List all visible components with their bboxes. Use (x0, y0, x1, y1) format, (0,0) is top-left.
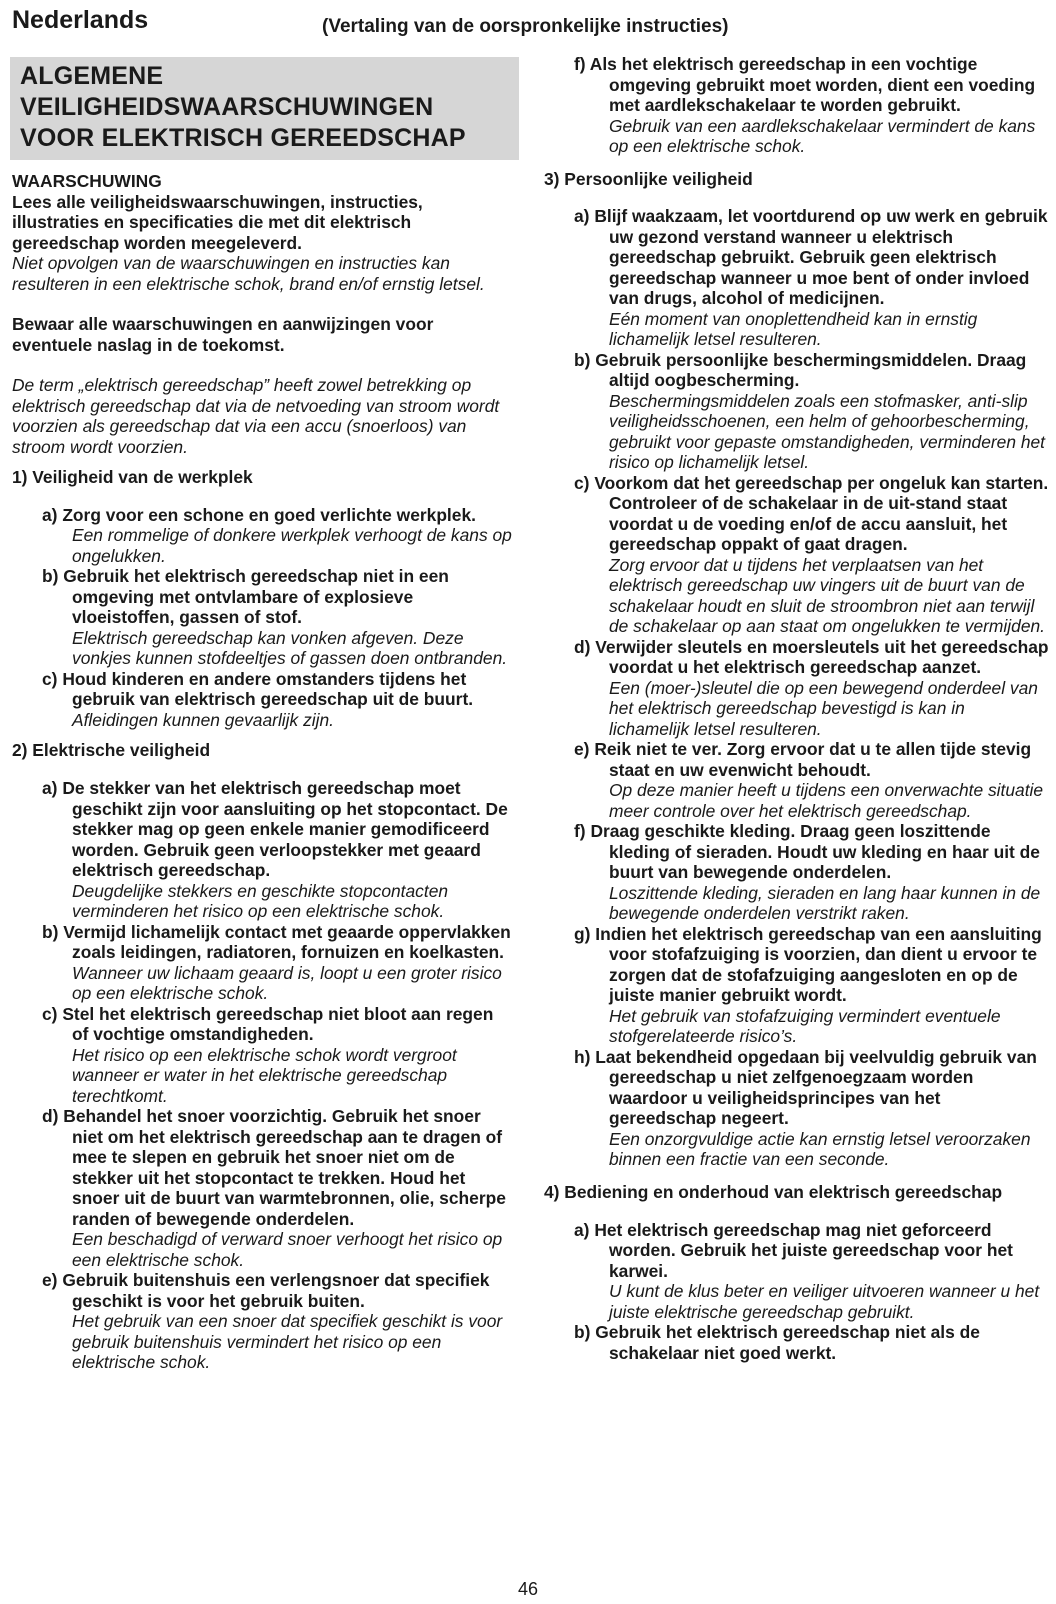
warning-label: WAARSCHUWING (12, 171, 162, 191)
item-letter: e) (574, 739, 590, 760)
item-note: Het gebruik van stofafzuiging vermindert eventuele stofgerelateerde risico’s. (609, 1005, 1001, 1047)
item-letter: a) (42, 778, 58, 799)
left-column (12, 171, 512, 1373)
item-instruction: Houd kinderen en andere omstanders tijdens het gebruik van elektrisch gereedschap uit de buurt. (62, 668, 474, 710)
item-instruction: Laat bekendheid opgedaan bij veelvuldig gebruik van gereedschap u niet zelfgenoegzaam worden waardoor u veiligheidsprincipes van het gereedschap negeert. (595, 1046, 1037, 1129)
item-letter: b) (574, 1322, 591, 1343)
list-item (574, 821, 1049, 883)
title-line: VOOR ELEKTRISCH GEREEDSCHAP (20, 124, 466, 152)
item-letter: f) (574, 54, 586, 74)
item-instruction: Het elektrisch gereedschap mag niet geforceerd worden. Gebruik het juiste gereedschap voor het karwei. (594, 1219, 1013, 1281)
keep-instructions: Bewaar alle waarschuwingen en aanwijzingen voor eventuele naslag in de toekomst. (12, 314, 434, 355)
item-note: Het risico op een elektrische schok wordt vergroot wanneer er water in het elektrische gereedschap terechtkomt. (72, 1044, 457, 1106)
item-note: Deugdelijke stekkers en geschikte stopcontacten verminderen het risico op een elektrische schok. (72, 880, 449, 922)
item-letter: b) (574, 349, 591, 370)
warning-consequence: Niet opvolgen van de waarschuwingen en instructies kan resulteren in een elektrische schok, brand en/of ernstig letsel. (12, 253, 485, 294)
list-item (574, 1047, 1049, 1129)
list-item (574, 54, 1049, 116)
item-letter: f) (574, 821, 586, 842)
item-note: Afleidingen kunnen gevaarlijk zijn. (72, 709, 334, 730)
item-letter: b) (42, 921, 59, 942)
section-heading: 1) Veiligheid van de werkplek (12, 467, 253, 487)
item-note: Op deze manier heeft u tijdens een onverwachte situatie meer controle over het elektrisch gereedschap. (609, 780, 1044, 821)
item-letter: b) (42, 566, 59, 587)
item-letter: d) (574, 636, 591, 657)
list-item (574, 473, 1049, 555)
section-items (544, 206, 1049, 1170)
item-note: Een (moer-)sleutel die op een bewegend onderdeel van het elektrisch gereedschap bevestigd is kan in lichamelijk letsel resulteren. (609, 677, 1038, 739)
item-instruction: Zorg voor een schone en goed verlichte werkplek. (62, 504, 476, 525)
item-note: Zorg ervoor dat u tijdens het verplaatsen van het elektrisch gereedschap uw vingers uit de buurt van de schakelaar houdt en sluit de stroombron niet aan terwijl de schakelaar op aan staat om ongelukken te vermijden. (609, 554, 1045, 637)
item-instruction: Blijf waakzaam, let voortdurend op uw werk en gebruik uw gezond verstand wanneer u elektrisch gereedschap gebruikt. Gebruik geen elektrisch gereedschap wanneer u moe bent of onder invloed van drugs, alcohol of medicijnen. (594, 206, 1048, 309)
translation-note: (Vertaling van de oorspronkelijke instructies) (322, 16, 729, 37)
item-letter: c) (42, 1003, 58, 1024)
page-number: 46 (517, 1579, 539, 1599)
item-note: Het gebruik van een snoer dat specifiek geschikt is voor gebruik buitenshuis vermindert het risico op een elektrische schok. (72, 1311, 503, 1373)
list-item (574, 637, 1049, 678)
list-item (574, 924, 1049, 1006)
language-label: Nederlands (12, 6, 149, 34)
item-instruction: De stekker van het elektrisch gereedschap moet geschikt zijn voor aansluiting op het stopcontact. De stekker mag op geen enkele manier gemodificeerd worden. Gebruik geen verloopstekker met geaard elektrisch gereedschap. (62, 778, 508, 881)
page-title (20, 61, 466, 154)
list-item (42, 566, 512, 628)
list-item (42, 778, 512, 881)
item-instruction: Behandel het snoer voorzichtig. Gebruik het snoer niet om het elektrisch gereedschap aan te dragen of mee te slepen en gebruik het snoer niet om de stekker uit het stopcontact te trekken. Houd het snoer uit de buurt van warmtebronnen, olie, scherpe randen of bewegende onderdelen. (63, 1106, 506, 1229)
right-column (544, 54, 1049, 1363)
list-item (42, 1106, 512, 1229)
item-letter: e) (42, 1270, 58, 1291)
list-item (42, 922, 512, 963)
term-definition: De term „elektrisch gereedschap” heeft zowel betrekking op elektrisch gereedschap dat via de netvoeding van stroom wordt voorzien als gereedschap dat via een accu (snoerloos) van stroom wordt voorzien. (12, 375, 500, 457)
list-item (574, 739, 1049, 780)
item-instruction: Reik niet te ver. Zorg ervoor dat u te allen tijde stevig staat en uw evenwicht behoudt. (594, 739, 1032, 780)
list-item (42, 1004, 512, 1045)
section-items (12, 505, 512, 731)
item-note: Een beschadigd of verward snoer verhoogt het risico op een elektrische schok. (72, 1229, 503, 1270)
section-items (544, 1220, 1049, 1364)
item-letter: h) (574, 1046, 591, 1067)
item-instruction: Gebruik persoonlijke beschermingsmiddelen. Draag altijd oogbescherming. (595, 349, 1027, 391)
list-item (574, 206, 1049, 309)
item-note: Eén moment van onoplettendheid kan in ernstig lichamelijk letsel resulteren. (609, 308, 978, 350)
warning-text: Lees alle veiligheidswaarschuwingen, instructies, illustraties en specificaties die met dit elektrisch gereedschap worden meegeleverd. (12, 191, 423, 253)
item-note: Een onzorgvuldige actie kan ernstig letsel veroorzaken binnen een fractie van een seconde. (609, 1128, 1031, 1170)
item-instruction: Gebruik het elektrisch gereedschap niet in een omgeving met ontvlambare of explosieve vloeistoffen, gassen of stof. (63, 566, 449, 628)
item-instruction: Vermijd lichamelijk contact met geaarde oppervlakken zoals leidingen, radiatoren, fornuizen en koelkasten. (63, 921, 511, 963)
item-instruction: Draag geschikte kleding. Draag geen loszittende kleding of sieraden. Houdt uw kleding en haar uit de buurt van bewegende onderdelen. (590, 821, 1040, 883)
title-line: VEILIGHEIDSWAARSCHUWINGEN (20, 93, 434, 121)
list-item (42, 669, 512, 710)
section-items (544, 54, 1049, 157)
item-letter: d) (42, 1106, 59, 1127)
item-letter: a) (42, 504, 58, 525)
item-note: Elektrisch gereedschap kan vonken afgeven. Deze vonkjes kunnen stofdeeltjes of gassen doen ontbranden. (72, 627, 508, 669)
item-instruction: Als het elektrisch gereedschap in een vochtige omgeving gebruikt moet worden, dient een voeding met aardlekschakelaar te worden gebruikt. (589, 54, 1036, 115)
item-letter: c) (574, 472, 590, 493)
item-instruction: Indien het elektrisch gereedschap van een aansluiting voor stofafzuiging is voorzien, dan dient u ervoor te zorgen dat de stofafzuiging aangesloten en op de juiste manier gebruikt wordt. (595, 923, 1042, 1006)
item-instruction: Voorkom dat het gereedschap per ongeluk kan starten. Controleer of de schakelaar in de uit-stand staat voordat u de voeding en/of de accu aansluit, het gereedschap oppakt of gaat dragen. (594, 472, 1049, 555)
item-letter: c) (42, 668, 58, 689)
section-heading: 2) Elektrische veiligheid (12, 740, 211, 761)
item-note: Een rommelige of donkere werkplek verhoogt de kans op ongelukken. (72, 525, 512, 566)
item-letter: g) (574, 923, 591, 944)
item-letter: a) (574, 1219, 590, 1240)
section-items (12, 778, 512, 1373)
item-letter: a) (574, 206, 590, 227)
list-item (42, 505, 512, 526)
section-heading: 4) Bediening en onderhoud van elektrisch gereedschap (544, 1181, 1003, 1202)
item-note: Wanneer uw lichaam geaard is, loopt u een groter risico op een elektrische schok. (72, 962, 502, 1004)
list-item (574, 1322, 1049, 1363)
item-note: Gebruik van een aardlekschakelaar vermindert de kans op een elektrische schok. (609, 115, 1036, 156)
section-heading: 3) Persoonlijke veiligheid (544, 168, 753, 189)
item-instruction: Gebruik buitenshuis een verlengsnoer dat specifiek geschikt is voor het gebruik buiten. (62, 1270, 490, 1311)
item-note: Loszittende kleding, sieraden en lang haar kunnen in de bewegende onderdelen verstrikt raken. (609, 882, 1041, 924)
list-item (574, 350, 1049, 391)
item-instruction: Gebruik het elektrisch gereedschap niet als de schakelaar niet goed werkt. (595, 1322, 980, 1363)
item-instruction: Stel het elektrisch gereedschap niet bloot aan regen of vochtige omstandigheden. (62, 1003, 494, 1045)
item-note: U kunt de klus beter en veiliger uitvoeren wanneer u het juiste elektrische gereedschap gebruikt. (609, 1281, 1040, 1322)
item-instruction: Verwijder sleutels en moersleutels uit het gereedschap voordat u het elektrisch gereedschap aanzet. (595, 636, 1049, 678)
title-line: ALGEMENE (20, 62, 164, 90)
item-note: Beschermingsmiddelen zoals een stofmasker, anti-slip veiligheidsschoenen, een helm of gehoorbescherming, gebruikt voor gepaste omstandigheden, verminderen het risico op lichamelijk letsel. (609, 390, 1046, 473)
list-item (42, 1270, 512, 1311)
list-item (574, 1220, 1049, 1282)
